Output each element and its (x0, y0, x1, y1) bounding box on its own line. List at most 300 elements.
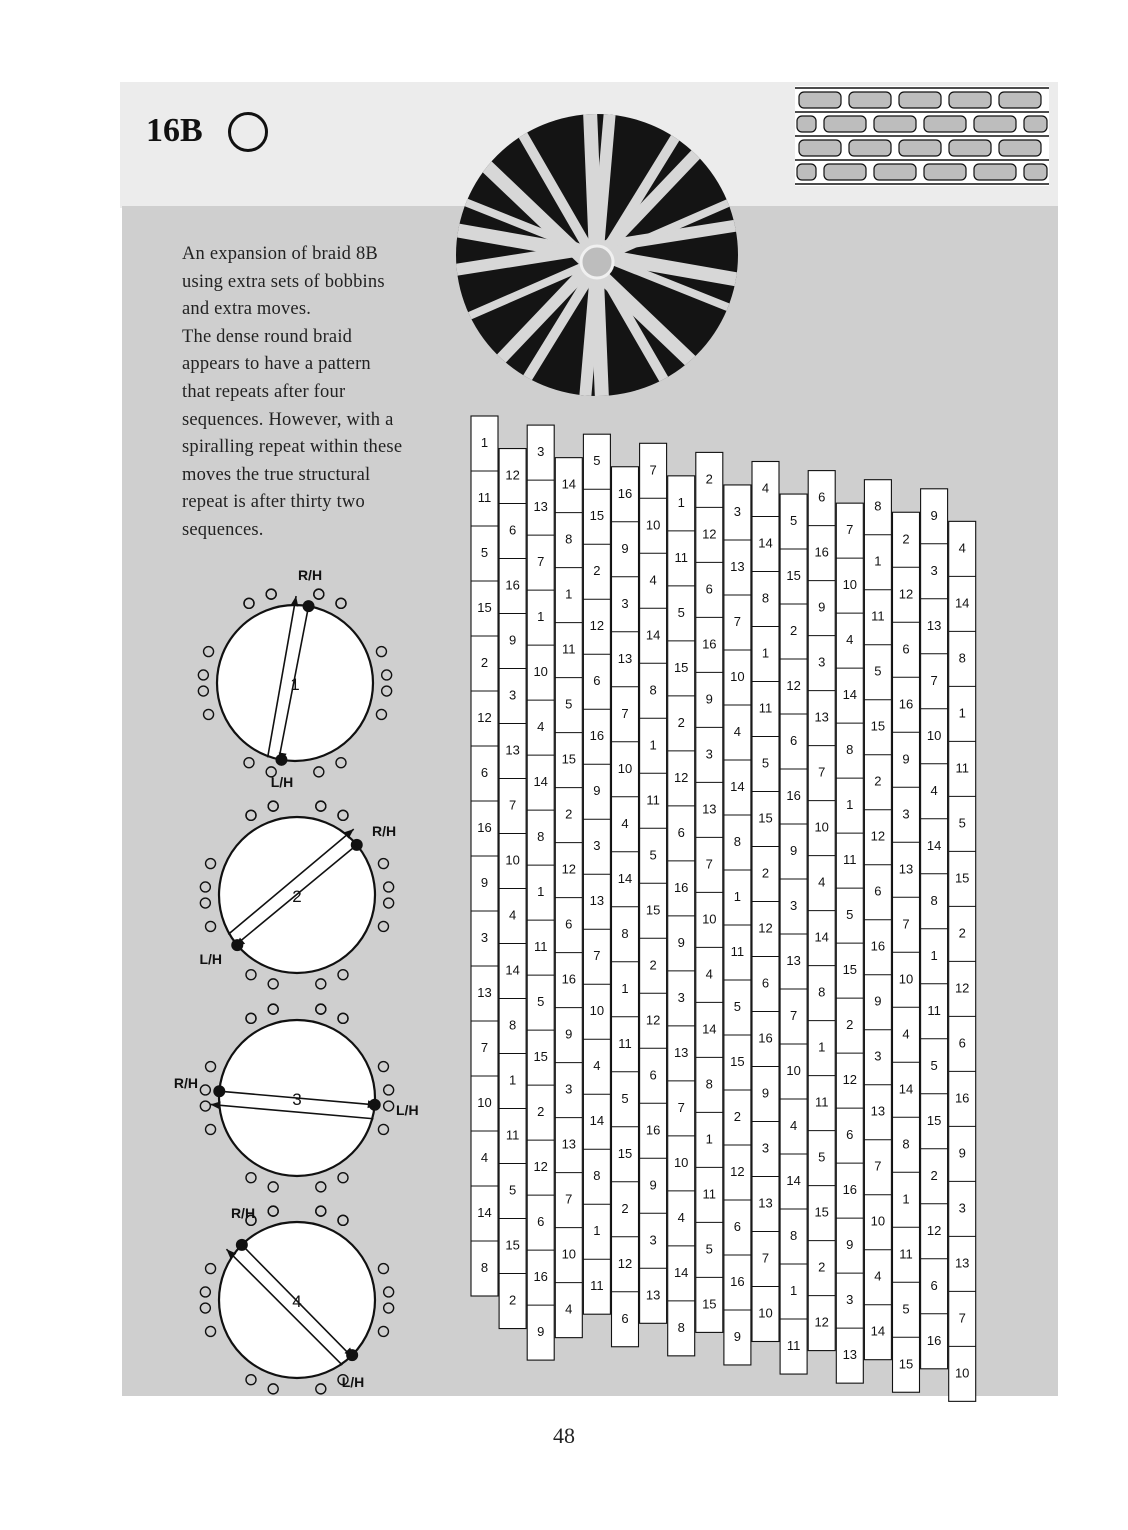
strip-cell-value: 7 (565, 1191, 573, 1207)
strip-cell-value: 10 (645, 517, 661, 533)
strip-cell-value: 13 (533, 499, 548, 515)
strip-cell-value: 8 (537, 829, 545, 845)
strip-cell-value: 16 (561, 971, 577, 987)
strip-cell-value: 16 (505, 577, 520, 593)
strip-cell-value: 4 (480, 1150, 489, 1165)
strip-cell-value: 16 (702, 636, 717, 652)
strip-cell-value: 3 (733, 503, 742, 519)
strip-cell-value: 2 (733, 1108, 742, 1124)
strip-cell-value: 1 (537, 609, 545, 625)
strip-cell-value: 7 (930, 672, 938, 688)
strip-cell-value: 11 (814, 1094, 829, 1110)
strip-cell-value: 12 (954, 980, 970, 996)
strip-cell-value: 4 (846, 632, 854, 648)
strip-cell-value: 6 (761, 975, 770, 991)
strip-cell-value: 1 (733, 888, 742, 904)
strip-cell-value: 4 (902, 1026, 910, 1042)
move-number: 3 (292, 1090, 302, 1109)
chart-strip (696, 452, 723, 1332)
strip-cell-value: 10 (589, 1003, 605, 1019)
description-line: using extra sets of bobbins (182, 271, 385, 292)
strip-cell-value: 2 (537, 1104, 545, 1120)
strip-cell-value: 15 (617, 1145, 633, 1161)
strip-cell-value: 5 (846, 907, 854, 923)
strip-cell-value: 14 (758, 535, 773, 551)
strip-cell-value: 5 (565, 696, 573, 712)
strip-cell-value: 1 (508, 1072, 517, 1088)
strip-cell-value: 5 (508, 1182, 517, 1198)
chart-strip (499, 449, 526, 1329)
strip-cell-value: 3 (537, 444, 545, 460)
strip-cell-value: 6 (677, 824, 685, 840)
strip-cell-value: 2 (874, 773, 882, 789)
description-line: moves the true structural (182, 464, 371, 485)
strip-cell-value: 13 (870, 1103, 886, 1119)
strip-cell-value: 1 (789, 1283, 798, 1299)
strip-cell-value: 1 (930, 947, 938, 963)
strip-cell-value: 1 (565, 586, 573, 602)
strip-cell-value: 10 (898, 971, 914, 987)
strip-cell-value: 3 (789, 898, 798, 914)
strip-cell-value: 12 (814, 1314, 829, 1330)
strip-cell-value: 13 (617, 650, 633, 666)
strip-cell-value: 14 (730, 778, 745, 794)
strip-cell-value: 11 (730, 943, 745, 959)
strip-cell-value: 9 (621, 540, 629, 556)
strip-cell-value: 11 (899, 1246, 913, 1262)
strip-cell-value: 1 (677, 494, 685, 510)
strip-cell-value: 13 (561, 1136, 577, 1152)
strip-cell-value: 6 (818, 489, 826, 505)
strip-cell-value: 4 (761, 480, 770, 496)
strip-cell-value: 3 (874, 1048, 882, 1064)
strip-cell-value: 4 (705, 966, 713, 982)
strip-cell-value: 2 (818, 1259, 826, 1275)
strip-cell-value: 12 (533, 1159, 548, 1175)
strip-cell-value: 16 (814, 544, 829, 560)
strip-cell-value: 16 (673, 879, 689, 895)
strip-cell-value: 1 (537, 884, 545, 900)
strip-cell-value: 5 (593, 453, 601, 469)
strip-cell-value: 6 (537, 1214, 545, 1230)
strip-cell-value: 11 (702, 1186, 717, 1202)
strip-cell-value: 14 (617, 870, 633, 886)
strip-cell-value: 15 (673, 659, 689, 675)
strip-cell-value: 12 (702, 526, 717, 542)
strip-cell-value: 5 (705, 1241, 713, 1257)
strip-cell-value: 2 (621, 1200, 629, 1216)
strip-cell-value: 16 (786, 788, 801, 804)
strip-cell-value: 16 (533, 1269, 548, 1285)
strip-cell-value: 7 (593, 948, 601, 964)
strip-cell-value: 7 (902, 916, 910, 932)
strip-cell-value: 7 (818, 764, 826, 780)
strip-cell-value: 16 (645, 1122, 661, 1138)
strip-cell-value: 12 (645, 1012, 661, 1028)
strip-cell-value: 12 (786, 678, 801, 694)
left-hand-label: L/H (270, 774, 294, 790)
braid-title: 16B (146, 112, 203, 149)
strip-cell-value: 16 (926, 1332, 942, 1348)
description-line: that repeats after four (182, 381, 346, 402)
chart-strip (555, 458, 582, 1338)
strip-cell-value: 8 (789, 1228, 798, 1244)
strip-cell-value: 5 (902, 1301, 910, 1317)
strip-cell-value: 4 (733, 723, 742, 739)
strip-cell-value: 2 (508, 1292, 517, 1308)
strip-cell-value: 8 (846, 742, 854, 758)
strip-cell-value: 13 (926, 617, 942, 633)
chart-strip (612, 467, 639, 1347)
strip-cell-value: 4 (789, 1118, 798, 1134)
right-hand-label: R/H (297, 567, 323, 583)
strip-cell-value: 12 (842, 1072, 858, 1088)
strip-cell-value: 11 (674, 549, 688, 565)
strip-cell-value: 1 (958, 705, 966, 721)
strip-cell-value: 15 (730, 1053, 745, 1069)
strip-cell-value: 9 (789, 843, 798, 859)
strip-cell-value: 13 (814, 709, 829, 725)
left-hand-label: L/H (396, 1102, 419, 1118)
strip-cell-value: 4 (818, 874, 826, 890)
strip-cell-value: 14 (814, 929, 829, 945)
strip-cell-value: 8 (874, 498, 882, 514)
strip-cell-value: 2 (789, 623, 798, 639)
strip-cell-value: 16 (477, 820, 492, 835)
chart-strip (724, 485, 751, 1365)
strip-cell-value: 10 (561, 1246, 577, 1262)
strip-cell-value: 7 (705, 856, 713, 872)
strip-cell-value: 13 (842, 1347, 858, 1363)
chart-strip (921, 489, 948, 1369)
strip-cell-value: 9 (818, 599, 826, 615)
strip-cell-value: 10 (758, 1305, 773, 1321)
chart-strip (527, 425, 554, 1360)
strip-cell-value: 5 (480, 545, 489, 560)
strip-cell-value: 14 (505, 962, 520, 978)
strip-cell-value: 10 (870, 1213, 886, 1229)
strip-cell-value: 10 (702, 911, 717, 927)
strip-cell-value: 12 (758, 920, 773, 936)
strip-cell-value: 7 (733, 613, 742, 629)
strip-cell-value: 7 (480, 1040, 489, 1055)
strip-cell-value: 11 (927, 1002, 941, 1018)
strip-cell-value: 4 (537, 719, 545, 735)
strip-cell-value: 1 (705, 1131, 713, 1147)
strip-cell-value: 7 (649, 462, 657, 478)
strip-cell-value: 10 (926, 727, 942, 743)
strip-cell-value: 8 (593, 1168, 601, 1184)
strip-cell-value: 2 (705, 471, 713, 487)
strip-cell-value: 13 (730, 558, 745, 574)
strip-cell-value: 3 (565, 1081, 573, 1097)
strip-cell-value: 11 (758, 700, 773, 716)
strip-cell-value: 4 (649, 572, 657, 588)
strip-cell-value: 9 (846, 1237, 854, 1253)
strip-cell-value: 8 (480, 1260, 489, 1275)
chart-strip (893, 512, 920, 1392)
strip-cell-value: 15 (589, 508, 605, 524)
strip-cell-value: 9 (480, 875, 489, 890)
strip-cell-value: 6 (508, 522, 517, 538)
strip-cell-value: 16 (898, 696, 914, 712)
strip-cell-value: 10 (954, 1365, 970, 1381)
move-number: 2 (292, 887, 302, 906)
strip-cell-value: 2 (480, 655, 489, 670)
strip-cell-value: 3 (649, 1232, 657, 1248)
strip-cell-value: 1 (818, 1039, 826, 1055)
chart-strip (752, 462, 779, 1342)
chart-strip (808, 471, 835, 1351)
strip-cell-value: 5 (733, 998, 742, 1014)
strip-cell-value: 7 (789, 1008, 798, 1024)
strip-cell-value: 8 (705, 1076, 713, 1092)
strip-cell-value: 14 (702, 1021, 717, 1037)
strip-cell-value: 9 (705, 691, 713, 707)
strip-cell-value: 1 (649, 737, 657, 753)
strip-cell-value: 16 (758, 1030, 773, 1046)
description-line: and extra moves. (182, 299, 312, 320)
strip-cell-value: 15 (533, 1049, 548, 1065)
strip-cell-value: 7 (874, 1158, 882, 1174)
strip-cell-value: 15 (898, 1356, 914, 1372)
strip-cell-value: 1 (761, 645, 770, 661)
strip-cell-value: 12 (870, 828, 886, 844)
strip-cell-value: 6 (846, 1127, 854, 1143)
strip-cell-value: 13 (898, 861, 914, 877)
description-line: spiralling repeat within these (182, 437, 403, 458)
strip-cell-value: 1 (902, 1191, 910, 1207)
strip-cell-value: 2 (958, 925, 966, 941)
left-hand-label: L/H (341, 1374, 365, 1390)
strip-cell-value: 8 (649, 682, 657, 698)
left-hand-label: L/H (199, 951, 222, 967)
strip-cell-value: 3 (818, 654, 826, 670)
strip-cell-value: 2 (761, 865, 770, 881)
strip-cell-value: 2 (846, 1017, 854, 1033)
strip-cell-value: 9 (593, 783, 601, 799)
strip-cell-value: 5 (621, 1090, 629, 1106)
strip-cell-value: 9 (649, 1177, 657, 1193)
strip-cell-value: 16 (954, 1090, 970, 1106)
strip-cell-value: 6 (621, 1310, 629, 1326)
strip-cell-value: 6 (593, 673, 601, 689)
strip-cell-value: 9 (958, 1145, 966, 1161)
strip-cell-value: 13 (786, 953, 801, 969)
strip-cell-value: 8 (677, 1319, 685, 1335)
strip-cell-value: 7 (621, 705, 629, 721)
strip-cell-value: 15 (870, 718, 886, 734)
strip-cell-value: 4 (958, 540, 966, 556)
chart-strip (836, 503, 863, 1383)
strip-cell-value: 5 (537, 994, 545, 1010)
strip-cell-value: 15 (702, 1296, 717, 1312)
strip-cell-value: 2 (565, 806, 573, 822)
strip-cell-value: 4 (874, 1268, 882, 1284)
strip-cell-value: 12 (673, 769, 689, 785)
strip-cell-value: 3 (958, 1200, 966, 1216)
strip-cell-value: 4 (508, 907, 517, 923)
strip-cell-value: 14 (533, 774, 548, 790)
strip-cell-value: 13 (673, 1044, 689, 1060)
strip-cell-value: 5 (677, 604, 685, 620)
strip-cell-value: 12 (561, 861, 577, 877)
strip-cell-value: 14 (645, 627, 661, 643)
strip-cell-value: 3 (480, 930, 489, 945)
strip-cell-value: 7 (846, 522, 854, 538)
strip-cell-value: 6 (874, 883, 882, 899)
strip-cell-value: 12 (926, 1222, 942, 1238)
strip-cell-value: 4 (565, 1301, 573, 1317)
strip-cell-value: 1 (621, 980, 629, 996)
strip-cell-value: 15 (645, 902, 661, 918)
strip-cell-value: 3 (705, 746, 713, 762)
description-line: sequences. (182, 519, 264, 540)
strip-cell-value: 4 (930, 782, 938, 798)
strip-cell-value: 10 (533, 664, 548, 680)
strip-cell-value: 14 (561, 476, 577, 492)
description-line: sequences. However, with a (182, 409, 394, 430)
strip-cell-value: 9 (508, 632, 517, 648)
strip-cell-value: 13 (645, 1287, 661, 1303)
strip-cell-value: 1 (846, 797, 854, 813)
strip-cell-value: 3 (930, 562, 938, 578)
strip-cell-value: 14 (842, 687, 858, 703)
strip-cell-value: 8 (818, 984, 826, 1000)
strip-cell-value: 13 (589, 893, 605, 909)
description-line: repeat is after thirty two (182, 492, 365, 513)
strip-cell-value: 3 (593, 838, 601, 854)
right-hand-label: R/H (173, 1075, 198, 1091)
strip-cell-value: 11 (477, 490, 492, 505)
right-hand-label: R/H (372, 823, 397, 839)
strip-cell-value: 6 (649, 1067, 657, 1083)
chart-strip (583, 434, 610, 1314)
strip-cell-value: 11 (786, 1338, 801, 1354)
strip-cell-value: 10 (730, 668, 745, 684)
strip-cell-value: 4 (677, 1209, 685, 1225)
strip-cell-value: 14 (589, 1113, 605, 1129)
strip-cell-value: 13 (477, 985, 492, 1000)
strip-cell-value: 12 (477, 710, 492, 725)
strip-cell-value: 15 (477, 600, 492, 615)
strip-cell-value: 10 (505, 852, 520, 868)
strip-cell-value: 1 (593, 1223, 601, 1239)
strip-cell-value: 14 (954, 595, 970, 611)
strip-cell-value: 13 (758, 1195, 773, 1211)
strip-cell-value: 8 (565, 531, 573, 547)
strip-cell-value: 6 (789, 733, 798, 749)
strip-cell-value: 8 (761, 590, 770, 606)
strip-cell-value: 9 (537, 1324, 545, 1340)
strip-cell-value: 8 (958, 650, 966, 666)
strip-cell-value: 4 (621, 815, 629, 831)
strip-cell-value: 14 (477, 1205, 492, 1220)
strip-cell-value: 3 (677, 989, 685, 1005)
strip-cell-value: 11 (871, 608, 885, 624)
strip-cell-value: 2 (649, 957, 657, 973)
strip-cell-value: 2 (902, 531, 910, 547)
strip-cell-value: 14 (870, 1323, 886, 1339)
strip-cell-value: 9 (874, 993, 882, 1009)
strip-cell-value: 13 (702, 801, 717, 817)
chart-strip (864, 480, 891, 1360)
strip-cell-value: 14 (786, 1173, 801, 1189)
strip-cell-value: 11 (533, 939, 548, 955)
strip-cell-value: 7 (958, 1310, 966, 1326)
strip-cell-value: 6 (958, 1035, 966, 1051)
strip-cell-value: 16 (617, 485, 633, 501)
move-number: 1 (290, 675, 300, 694)
strip-cell-value: 11 (562, 641, 576, 657)
strip-cell-value: 15 (926, 1112, 942, 1128)
chart-strip (949, 521, 976, 1401)
description-line: The dense round braid (182, 326, 353, 347)
strip-cell-value: 9 (677, 934, 685, 950)
strip-cell-value: 10 (673, 1154, 689, 1170)
right-hand-label: R/H (230, 1205, 256, 1221)
strip-cell-value: 9 (902, 751, 910, 767)
strip-cell-value: 8 (902, 1136, 910, 1152)
strip-cell-value: 11 (955, 760, 969, 776)
strip-cell-value: 5 (958, 815, 966, 831)
strip-cell-value: 6 (902, 641, 910, 657)
strip-cell-value: 15 (954, 870, 970, 886)
description-line: appears to have a pattern (182, 354, 371, 375)
strip-cell-value: 11 (843, 852, 857, 868)
strip-cell-value: 3 (508, 687, 517, 703)
strip-cell-value: 12 (730, 1163, 745, 1179)
page-number: 48 (553, 1423, 575, 1448)
strip-cell-value: 11 (618, 1035, 632, 1051)
chart-strip (780, 494, 807, 1374)
strip-cell-value: 5 (649, 847, 657, 863)
strip-cell-value: 2 (593, 563, 601, 579)
strip-cell-value: 3 (621, 595, 629, 611)
strip-cell-value: 7 (508, 797, 517, 813)
strip-cell-value: 8 (508, 1017, 517, 1033)
strip-cell-value: 7 (537, 554, 545, 570)
strip-cell-value: 15 (505, 1237, 520, 1253)
strip-cell-value: 8 (733, 833, 742, 849)
strip-cell-value: 9 (733, 1328, 742, 1344)
strip-cell-value: 15 (758, 810, 773, 826)
strip-cell-value: 11 (590, 1278, 604, 1294)
strip-cell-value: 13 (954, 1255, 970, 1271)
strip-cell-value: 6 (930, 1277, 938, 1293)
strip-cell-value: 5 (930, 1057, 938, 1073)
move-number: 4 (292, 1292, 302, 1311)
strip-cell-value: 4 (593, 1058, 601, 1074)
strip-cell-value: 15 (814, 1204, 829, 1220)
strip-cell-value: 12 (898, 586, 914, 602)
strip-cell-value: 1 (874, 553, 882, 569)
strip-cell-value: 14 (898, 1081, 914, 1097)
strip-cell-value: 9 (761, 1085, 770, 1101)
strip-cell-value: 14 (926, 837, 942, 853)
strip-cell-value: 12 (505, 467, 520, 483)
strip-cell-value: 15 (561, 751, 577, 767)
strip-cell-value: 6 (705, 581, 713, 597)
strip-cell-value: 10 (477, 1095, 492, 1110)
strip-cell-value: 8 (621, 925, 629, 941)
strip-cell-value: 3 (902, 806, 910, 822)
description-line: An expansion of braid 8B (182, 244, 378, 264)
strip-cell-value: 5 (874, 663, 882, 679)
strip-cell-value: 1 (480, 435, 489, 450)
strip-cell-value: 12 (617, 1255, 633, 1271)
strip-cell-value: 5 (761, 755, 770, 771)
